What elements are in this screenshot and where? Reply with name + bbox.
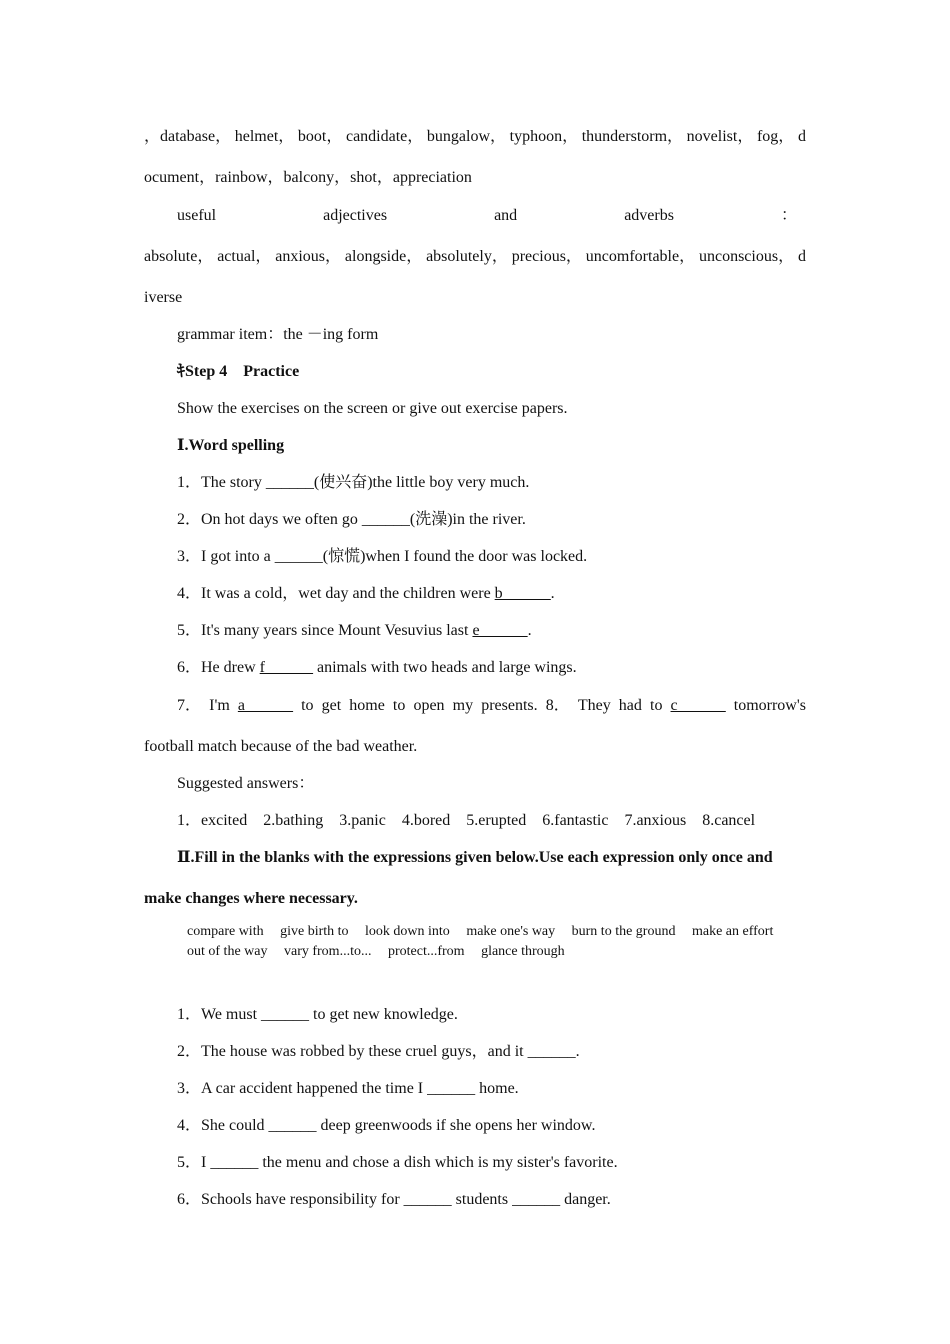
expression: look down into bbox=[365, 924, 450, 939]
expression: make an effort bbox=[691, 924, 774, 939]
question: 2．The house was robbed by these cruel guys，and it ______. bbox=[177, 1043, 580, 1060]
answers-label: Suggested answers： bbox=[177, 775, 315, 792]
answer-blank: b______ bbox=[494, 585, 551, 602]
heading-word: and bbox=[494, 207, 518, 224]
question-text: 5．It's many years since Mount Vesuvius last bbox=[177, 622, 473, 639]
heading-word: adjectives bbox=[323, 207, 388, 224]
question: 1．The story ______(使兴奋)the little boy very much. bbox=[177, 474, 530, 491]
expression: make one's way bbox=[466, 924, 556, 939]
vocab-word: uncomfortable， bbox=[585, 248, 696, 265]
question bbox=[177, 658, 577, 678]
answer-blank: f______ bbox=[259, 659, 313, 676]
vocab-adj-line-1 bbox=[144, 247, 806, 267]
question-word: had bbox=[618, 697, 642, 714]
vocab-word: d bbox=[797, 248, 806, 265]
vocab-word: ，database， bbox=[144, 128, 232, 145]
vocab-word: precious， bbox=[511, 248, 582, 265]
question-text: 6．He drew bbox=[177, 659, 260, 676]
question-text: animals with two heads and large wings. bbox=[312, 659, 577, 676]
vocab-word: candidate， bbox=[345, 128, 424, 145]
expression: burn to the ground bbox=[571, 924, 676, 939]
question-word: home bbox=[349, 697, 385, 714]
answer-blank: e______ bbox=[472, 622, 528, 639]
question-word: get bbox=[321, 697, 342, 714]
vocab-word: d bbox=[797, 128, 806, 145]
suggested-answers: 1．excited 2.bathing 3.panic 4.bored 5.erupted 6.fantastic 7.anxious 8.cancel bbox=[177, 812, 756, 829]
question-text: . bbox=[550, 585, 555, 602]
question bbox=[177, 621, 532, 641]
question-word: They bbox=[577, 697, 611, 714]
expression: vary from...to... bbox=[283, 944, 372, 959]
question: 2．On hot days we often go ______(洗澡)in the river. bbox=[177, 511, 526, 528]
step-instruction: Show the exercises on the screen or give out exercise papers. bbox=[177, 400, 568, 417]
vocab-adj-line-2: iverse bbox=[144, 289, 183, 306]
question-word: to bbox=[650, 697, 663, 714]
part2-title-cont: make changes where necessary. bbox=[144, 890, 358, 907]
question: 6．Schools have responsibility for ______ students ______ danger. bbox=[177, 1191, 611, 1208]
question bbox=[177, 584, 555, 604]
question-word: open bbox=[413, 697, 445, 714]
adjectives-heading bbox=[177, 206, 797, 226]
heading-word: ： bbox=[780, 207, 797, 224]
vocab-word: typhoon， bbox=[509, 128, 579, 145]
step-heading: ｷStep 4 Practice bbox=[177, 363, 300, 380]
vocab-word: absolutely， bbox=[426, 248, 508, 265]
vocab-word: bungalow， bbox=[426, 128, 507, 145]
vocab-nouns-line-2: ocument，rainbow，balcony，shot，appreciation bbox=[144, 169, 472, 186]
question-word: tomorrow's bbox=[733, 697, 806, 714]
vocab-nouns-line-1 bbox=[144, 127, 806, 147]
vocab-word: unconscious， bbox=[698, 248, 795, 265]
vocab-word: anxious， bbox=[275, 248, 342, 265]
question-7-8-line-2: football match because of the bad weather. bbox=[144, 738, 418, 755]
question-word: I'm bbox=[209, 697, 230, 714]
vocab-word: absolute， bbox=[144, 248, 214, 265]
answer-blank: a______ bbox=[237, 697, 293, 714]
vocab-word: thunderstorm， bbox=[581, 128, 684, 145]
vocab-word: fog， bbox=[756, 128, 795, 145]
vocab-word: boot， bbox=[297, 128, 343, 145]
expression: compare with bbox=[187, 924, 264, 939]
vocab-word: helmet， bbox=[234, 128, 295, 145]
question-word: my bbox=[452, 697, 474, 714]
question: 3．I got into a ______(惊慌)when I found the door was locked. bbox=[177, 548, 588, 565]
part1-title: Ⅰ.Word spelling bbox=[177, 437, 285, 454]
vocab-word: alongside， bbox=[344, 248, 423, 265]
question-text: . bbox=[527, 622, 532, 639]
expression: give birth to bbox=[280, 924, 349, 939]
expression-box bbox=[187, 922, 787, 962]
question: 5．I ______ the menu and chose a dish which is my sister's favorite. bbox=[177, 1154, 618, 1171]
answer-blank: c______ bbox=[670, 697, 726, 714]
expression: glance through bbox=[481, 944, 565, 959]
expression: protect...from bbox=[387, 944, 465, 959]
question: 3．A car accident happened the time I ______ home. bbox=[177, 1080, 519, 1097]
question-word: to bbox=[301, 697, 314, 714]
grammar-item: grammar item：the －ing form bbox=[177, 326, 379, 343]
expression: out of the way bbox=[187, 944, 268, 959]
question-word: presents. bbox=[481, 697, 538, 714]
question-word: 8． bbox=[545, 697, 570, 714]
question-word: 7． bbox=[177, 697, 202, 714]
part2-title: Ⅱ.Fill in the blanks with the expressions given below.Use each expression only once and bbox=[177, 849, 773, 866]
question: 1．We must ______ to get new knowledge. bbox=[177, 1006, 458, 1023]
question-word: to bbox=[392, 697, 406, 714]
vocab-word: novelist， bbox=[686, 128, 754, 145]
question-text: 4．It was a cold，wet day and the children were bbox=[177, 585, 495, 602]
question: 4．She could ______ deep greenwoods if she opens her window. bbox=[177, 1117, 596, 1134]
vocab-word: actual， bbox=[217, 248, 272, 265]
question-7-8-line-1 bbox=[177, 696, 806, 716]
heading-word: useful bbox=[177, 207, 217, 224]
heading-word: adverbs bbox=[624, 207, 674, 224]
